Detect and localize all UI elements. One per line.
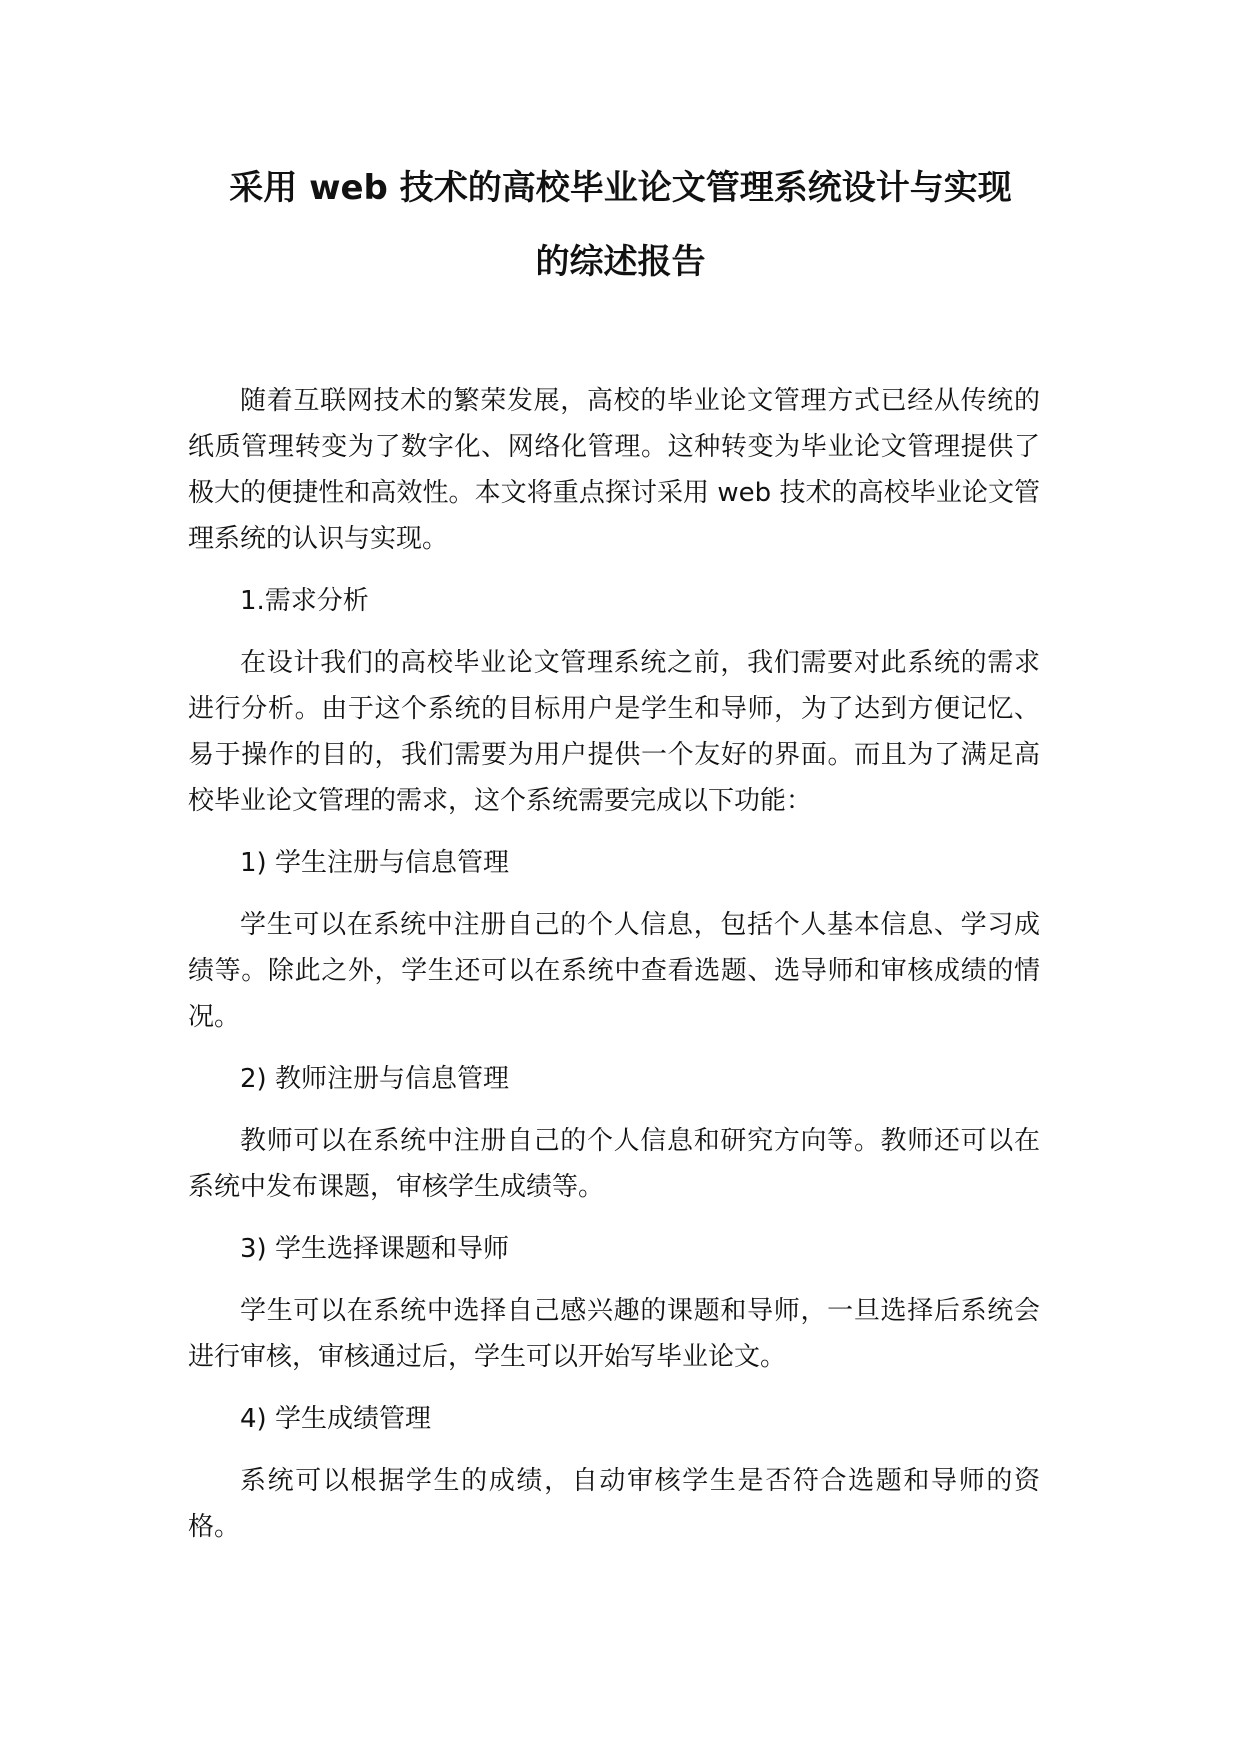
feature-heading-topic-selection: 3) 学生选择课题和导师 <box>240 1234 509 1264</box>
title-line-1: 采用 web 技术的高校毕业论文管理系统设计与实现 <box>229 168 1012 208</box>
grade-management-paragraph: 系统可以根据学生的成绩，自动审核学生是否符合选题和导师的资格。 <box>188 1466 1040 1542</box>
section-heading-requirements: 1.需求分析 <box>240 586 369 616</box>
document-body <box>188 378 1040 1566</box>
title-line-2: 的综述报告 <box>535 242 706 282</box>
feature-heading-student-registration: 1) 学生注册与信息管理 <box>240 848 509 878</box>
feature-heading-grade-management: 4) 学生成绩管理 <box>240 1404 431 1434</box>
topic-selection-paragraph: 学生可以在系统中选择自己感兴趣的课题和导师，一旦选择后系统会进行审核，审核通过后，学生可以开始写毕业论文。 <box>188 1296 1040 1372</box>
teacher-registration-paragraph: 教师可以在系统中注册自己的个人信息和研究方向等。教师还可以在系统中发布课题，审核学生成绩等。 <box>188 1126 1040 1202</box>
student-registration-paragraph: 学生可以在系统中注册自己的个人信息，包括个人基本信息、学习成绩等。除此之外，学生还可以在系统中查看选题、选导师和审核成绩的情况。 <box>188 910 1040 1032</box>
intro-paragraph: 随着互联网技术的繁荣发展，高校的毕业论文管理方式已经从传统的纸质管理转变为了数字化、网络化管理。这种转变为毕业论文管理提供了极大的便捷性和高效性。本文将重点探讨采用 web 技术的高校毕业论文管理系统的认识与实现。 <box>188 386 1040 554</box>
feature-heading-teacher-registration: 2) 教师注册与信息管理 <box>240 1064 509 1094</box>
requirements-paragraph: 在设计我们的高校毕业论文管理系统之前，我们需要对此系统的需求进行分析。由于这个系统的目标用户是学生和导师，为了达到方便记忆、易于操作的目的，我们需要为用户提供一个友好的界面。而且为了满足高校毕业论文管理的需求，这个系统需要完成以下功能： <box>188 648 1040 816</box>
document-title <box>150 168 1091 282</box>
